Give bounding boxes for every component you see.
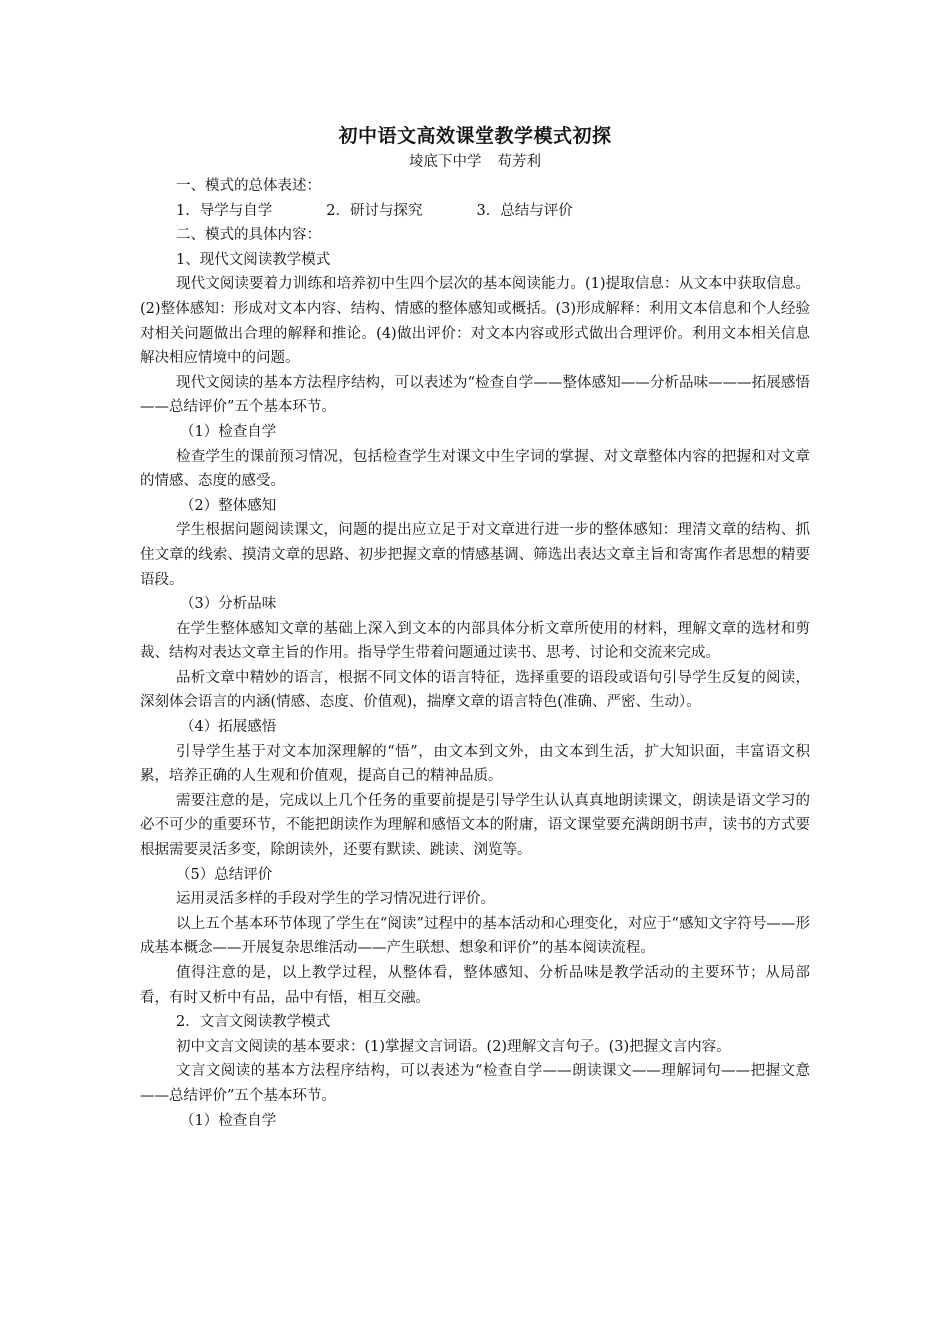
subsection-heading-modern: 1、现代文阅读教学模式: [176, 251, 331, 268]
paragraph: 现代文阅读的基本方法程序结构，可以表述为“检查自学——整体感知——分析品味———拓展感悟——总结评价”五个基本环节。: [140, 374, 810, 416]
section-heading-1: 一、模式的总体表述：: [176, 178, 321, 194]
section-heading-2: 二、模式的具体内容：: [176, 227, 321, 244]
step-heading: （4）拓展感悟: [180, 719, 277, 736]
step-heading: （5）总结评价: [176, 866, 273, 883]
document-page: [140, 122, 810, 1133]
subsection-heading-classical: 2．文言文阅读教学模式: [176, 1014, 331, 1031]
school-name: 堎底下中学: [409, 154, 482, 170]
author-name: 苟芳利: [497, 154, 541, 170]
step-item: 2．研讨与探究: [326, 202, 423, 219]
paragraph: 运用灵活多样的手段对学生的学习情况进行评价。: [176, 891, 495, 908]
paragraph: 检查学生的课前预习情况，包括检查学生对课文中生字词的掌握、对文章整体内容的把握和对文章的情感、态度的感受。: [140, 448, 810, 490]
step-item: 3．总结与评价: [476, 202, 573, 219]
paragraph: 品析文章中精妙的语言，根据不同文体的语言特征，选择重要的语段或语句引导学生反复的阅读，深刻体会语言的内涵(情感、态度、价值观)，揣摩文章的语言特色(准确、严密、生动）。: [140, 669, 810, 711]
step-item: 1．导学与自学: [176, 202, 273, 219]
step-heading: （2）整体感知: [180, 497, 277, 514]
step-heading: （1）检查自学: [180, 1112, 277, 1129]
paragraph: 文言文阅读的基本方法程序结构，可以表述为“检查自学——朗读课文——理解词句——把握文意——总结评价”五个基本环节。: [140, 1063, 810, 1104]
paragraph: 需要注意的是，完成以上几个任务的重要前提是引导学生认认真真地朗读课文，朗读是语文学习的必不可少的重要环节，不能把朗读作为理解和感悟文本的附庸，语文课堂要充满朗朗书声，读书的方式要根据需要灵活多变，除朗读外，还要有默读、跳读、浏览等。: [140, 792, 810, 859]
paragraph: 以上五个基本环节体现了学生在“阅读”过程中的基本活动和心理变化，对应于“感知文字符号——形成基本概念——开展复杂思维活动——产生联想、想象和评价”的基本阅读流程。: [140, 915, 810, 957]
paragraph: 引导学生基于对文本加深理解的“悟”，由文本到文外，由文本到生活，扩大知识面，丰富语文积累，培养正确的人生观和价值观，提高自己的精神品质。: [140, 743, 810, 785]
step-heading: （1）检查自学: [180, 423, 277, 440]
paragraph: 学生根据问题阅读课文，问题的提出应立足于对文章进行进一步的整体感知：理清文章的结构、抓住文章的线索、摸清文章的思路、初步把握文章的情感基调、筛选出表达文章主旨和寄寓作者思想的精要语段。: [140, 522, 810, 588]
paragraph: 现代文阅读要着力训练和培养初中生四个层次的基本阅读能力。(1)提取信息：从文本中获取信息。(2)整体感知：形成对文本内容、结构、情感的整体感知或概括。(3)形成解释：利用文本信息和个人经验对相关问题做出合理的解释和推论。(4)做出评价：对文本内容或形式做出合理评价。利用文本相关信息解决相应情境中的问题。: [140, 276, 810, 367]
paragraph: 在学生整体感知文章的基础上深入到文本的内部具体分析文章所使用的材料，理解文章的选材和剪裁、结构对表达文章主旨的作用。指导学生带着问题通过读书、思考、讨论和交流来完成。: [140, 620, 810, 662]
step-heading: （3）分析品味: [180, 596, 277, 613]
paragraph: 初中文言文阅读的基本要求：(1)掌握文言词语。(2)理解文言句子。(3)把握文言内容。: [176, 1038, 731, 1055]
byline: [140, 150, 810, 174]
document-title: 初中语文高效课堂教学模式初探: [338, 125, 612, 147]
steps-list: [140, 199, 810, 224]
paragraph: 值得注意的是，以上教学过程，从整体看，整体感知、分析品味是教学活动的主要环节；从局部看，有时又析中有品，品中有悟，相互交融。: [140, 965, 810, 1006]
